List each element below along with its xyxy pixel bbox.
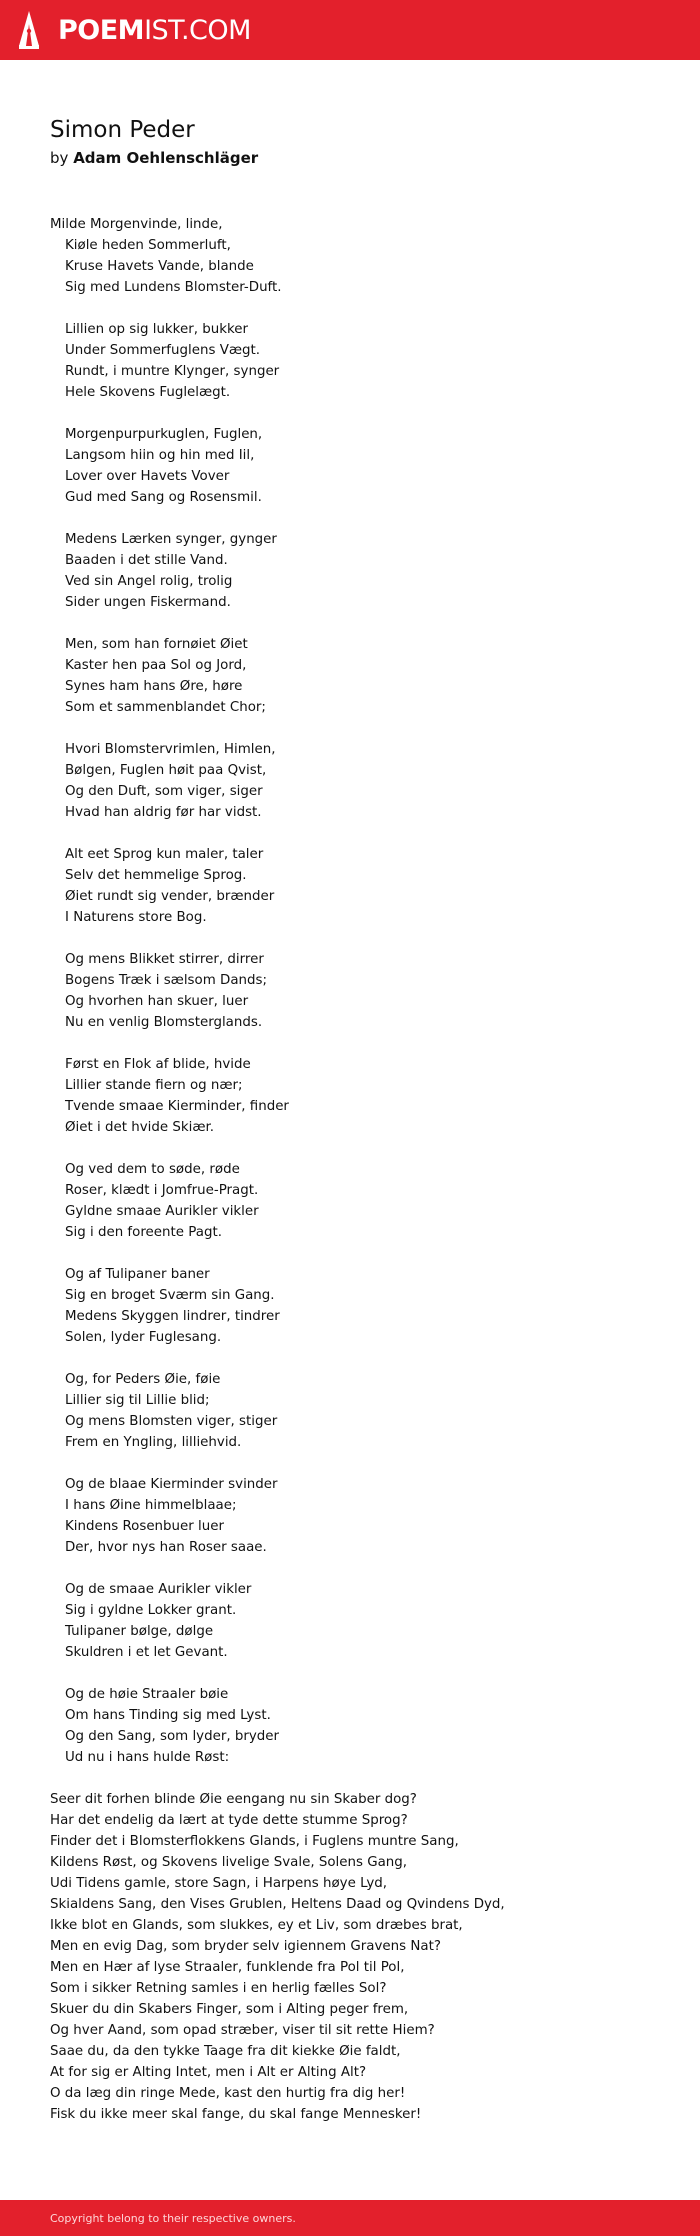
stanza-gap (50, 1768, 660, 1789)
poem-line: Og mens Blikket stirrer, dirrer (65, 952, 264, 967)
poem-line: Først en Flok af blide, hvide (65, 1057, 251, 1072)
poem-line: Sig i gyldne Lokker grant. (65, 1603, 237, 1618)
poem-line: Sider ungen Fiskermand. (65, 595, 231, 610)
poem-line: Og den Duft, som viger, siger (65, 784, 263, 799)
poem-line: Har det endelig da lært at tyde dette stumme Sprog? (50, 1813, 408, 1828)
poem-line: At for sig er Alting Intet, men i Alt er Alting Alt? (50, 2065, 367, 2080)
poem-line: Sig med Lundens Blomster-Duft. (65, 280, 282, 295)
poem-stanza (50, 1579, 660, 1663)
poem-line: Men, som han fornøiet Øiet (65, 637, 248, 652)
poem-line: Hele Skovens Fuglelægt. (65, 385, 231, 400)
stanza-gap (50, 1663, 660, 1684)
poem-stanza (50, 844, 660, 928)
poem-body (50, 214, 660, 2125)
poem-line: Ud nu i hans hulde Røst: (65, 1750, 230, 1765)
poem-line: Og ved dem to søde, røde (65, 1162, 240, 1177)
poem-line: Øiet rundt sig vender, brænder (65, 889, 275, 904)
poem-line: Og, for Peders Øie, føie (65, 1372, 221, 1387)
poem-stanza (50, 214, 660, 298)
poem-line: Der, hvor nys han Roser saae. (65, 1540, 267, 1555)
poem-line: Ikke blot en Glands, som slukkes, ey et Liv, som dræbes brat, (50, 1918, 463, 1933)
stanza-gap (50, 1453, 660, 1474)
poem-line: Solen, lyder Fuglesang. (65, 1330, 222, 1345)
poem-line: Under Sommerfuglens Vægt. (65, 343, 261, 358)
site-logo-link[interactable] (18, 10, 251, 50)
poem-line: Saae du, da den tykke Taage fra dit kiekke Øie faldt, (50, 2044, 401, 2059)
poem-line: Bogens Træk i sælsom Dands; (65, 973, 267, 988)
poem-line: Kindens Rosenbuer luer (65, 1519, 224, 1534)
poem-stanza (50, 1264, 660, 1348)
poem-content (50, 116, 660, 2125)
stanza-gap (50, 1348, 660, 1369)
poem-line: Langsom hiin og hin med Iil, (65, 448, 255, 463)
poem-stanza (50, 1789, 660, 2125)
poem-line: Medens Skyggen lindrer, tindrer (65, 1309, 280, 1324)
stanza-gap (50, 613, 660, 634)
logo-strong-text: POEM (58, 14, 145, 46)
poem-line: Udi Tidens gamle, store Sagn, i Harpens høye Lyd, (50, 1876, 388, 1891)
poem-line: Lillien op sig lukker, bukker (65, 322, 248, 337)
poem-line: Men en evig Dag, som bryder selv igiennem Gravens Nat? (50, 1939, 441, 1954)
poem-stanza (50, 1369, 660, 1453)
stanza-gap (50, 1558, 660, 1579)
site-footer (0, 2200, 700, 2236)
poem-line: Baaden i det stille Vand. (65, 553, 228, 568)
poem-line: I hans Øine himmelblaae; (65, 1498, 237, 1513)
poem-line: Tvende smaae Kierminder, finder (65, 1099, 289, 1114)
stanza-gap (50, 298, 660, 319)
stanza-gap (50, 1243, 660, 1264)
poem-line: Om hans Tinding sig med Lyst. (65, 1708, 271, 1723)
poem-line: Milde Morgenvinde, linde, (50, 217, 223, 232)
poem-line: Og af Tulipaner baner (65, 1267, 210, 1282)
poem-line: Og de blaae Kierminder svinder (65, 1477, 278, 1492)
poem-line: Lillier stande fiern og nær; (65, 1078, 243, 1093)
by-label: by (50, 149, 69, 167)
stanza-gap (50, 928, 660, 949)
poem-line: Nu en venlig Blomsterglands. (65, 1015, 263, 1030)
stanza-gap (50, 823, 660, 844)
poem-line: Som i sikker Retning samles i en herlig fælles Sol? (50, 1981, 387, 1996)
poem-line: Roser, klædt i Jomfrue-Pragt. (65, 1183, 259, 1198)
poem-line: Gud med Sang og Rosensmil. (65, 490, 262, 505)
poem-line: Synes ham hans Øre, høre (65, 679, 243, 694)
poem-line: Tulipaner bølge, dølge (65, 1624, 214, 1639)
poem-line: Og mens Blomsten viger, stiger (65, 1414, 278, 1429)
poem-line: Kildens Røst, og Skovens livelige Svale, Solens Gang, (50, 1855, 408, 1870)
poem-stanza (50, 1159, 660, 1243)
poem-line: Morgenpurpurkuglen, Fuglen, (65, 427, 263, 442)
poem-line: Bølgen, Fuglen høit paa Qvist, (65, 763, 267, 778)
poem-line: Finder det i Blomsterflokkens Glands, i Fuglens muntre Sang, (50, 1834, 459, 1849)
pen-nib-icon (18, 10, 40, 50)
poem-line: Ved sin Angel rolig, trolig (65, 574, 233, 589)
poem-line: Selv det hemmelige Sprog. (65, 868, 247, 883)
site-logo (58, 14, 251, 46)
poem-line: Sig i den foreente Pagt. (65, 1225, 222, 1240)
poem-line: Gyldne smaae Aurikler vikler (65, 1204, 259, 1219)
poem-line: Og de smaae Aurikler vikler (65, 1582, 252, 1597)
poem-line: Skialdens Sang, den Vises Grublen, Heltens Daad og Qvindens Dyd, (50, 1897, 505, 1912)
poem-line: Skuldren i et let Gevant. (65, 1645, 228, 1660)
poem-line: Hvori Blomstervrimlen, Himlen, (65, 742, 276, 757)
stanza-gap (50, 508, 660, 529)
poem-line: Skuer du din Skabers Finger, som i Alting peger frem, (50, 2002, 409, 2017)
poem-line: Og hvorhen han skuer, luer (65, 994, 249, 1009)
poem-line: Frem en Yngling, lilliehvid. (65, 1435, 242, 1450)
stanza-gap (50, 1138, 660, 1159)
poem-stanza (50, 1474, 660, 1558)
poem-stanza (50, 634, 660, 718)
poem-stanza (50, 529, 660, 613)
poem-line: Hvad han aldrig før har vidst. (65, 805, 262, 820)
stanza-gap (50, 718, 660, 739)
poem-stanza (50, 739, 660, 823)
logo-light-text: IST.COM (144, 14, 251, 46)
poem-stanza (50, 424, 660, 508)
poem-line: Lillier sig til Lillie blid; (65, 1393, 210, 1408)
stanza-gap (50, 1033, 660, 1054)
poem-stanza (50, 1054, 660, 1138)
poem-line: Rundt, i muntre Klynger, synger (65, 364, 280, 379)
poem-line: Kruse Havets Vande, blande (65, 259, 254, 274)
site-header (0, 0, 700, 60)
copyright-text: Copyright belong to their respective owners. (50, 2211, 296, 2225)
poem-stanza (50, 1684, 660, 1768)
poem-line: Øiet i det hvide Skiær. (65, 1120, 215, 1135)
poem-line: Og de høie Straaler bøie (65, 1687, 229, 1702)
byline (50, 148, 660, 168)
poem-stanza (50, 319, 660, 403)
author-link[interactable]: Adam Oehlenschläger (73, 149, 259, 167)
poem-line: Alt eet Sprog kun maler, taler (65, 847, 264, 862)
poem-line: Seer dit forhen blinde Øie eengang nu sin Skaber dog? (50, 1792, 417, 1807)
poem-line: I Naturens store Bog. (65, 910, 207, 925)
poem-line: Men en Hær af lyse Straaler, funklende fra Pol til Pol, (50, 1960, 405, 1975)
poem-line: Og den Sang, som lyder, bryder (65, 1729, 280, 1744)
poem-title: Simon Peder (50, 117, 195, 143)
poem-stanza (50, 949, 660, 1033)
poem-line: Fisk du ikke meer skal fange, du skal fange Mennesker! (50, 2107, 422, 2122)
poem-line: Kiøle heden Sommerluft, (65, 238, 231, 253)
poem-line: Og hver Aand, som opad stræber, viser til sit rette Hiem? (50, 2023, 435, 2038)
poem-line: Lover over Havets Vover (65, 469, 230, 484)
poem-line: O da læg din ringe Mede, kast den hurtig fra dig her! (50, 2086, 406, 2101)
poem-line: Kaster hen paa Sol og Jord, (65, 658, 247, 673)
poem-line: Sig en broget Sværm sin Gang. (65, 1288, 275, 1303)
poem-line: Medens Lærken synger, gynger (65, 532, 277, 547)
poem-line: Som et sammenblandet Chor; (65, 700, 266, 715)
stanza-gap (50, 403, 660, 424)
